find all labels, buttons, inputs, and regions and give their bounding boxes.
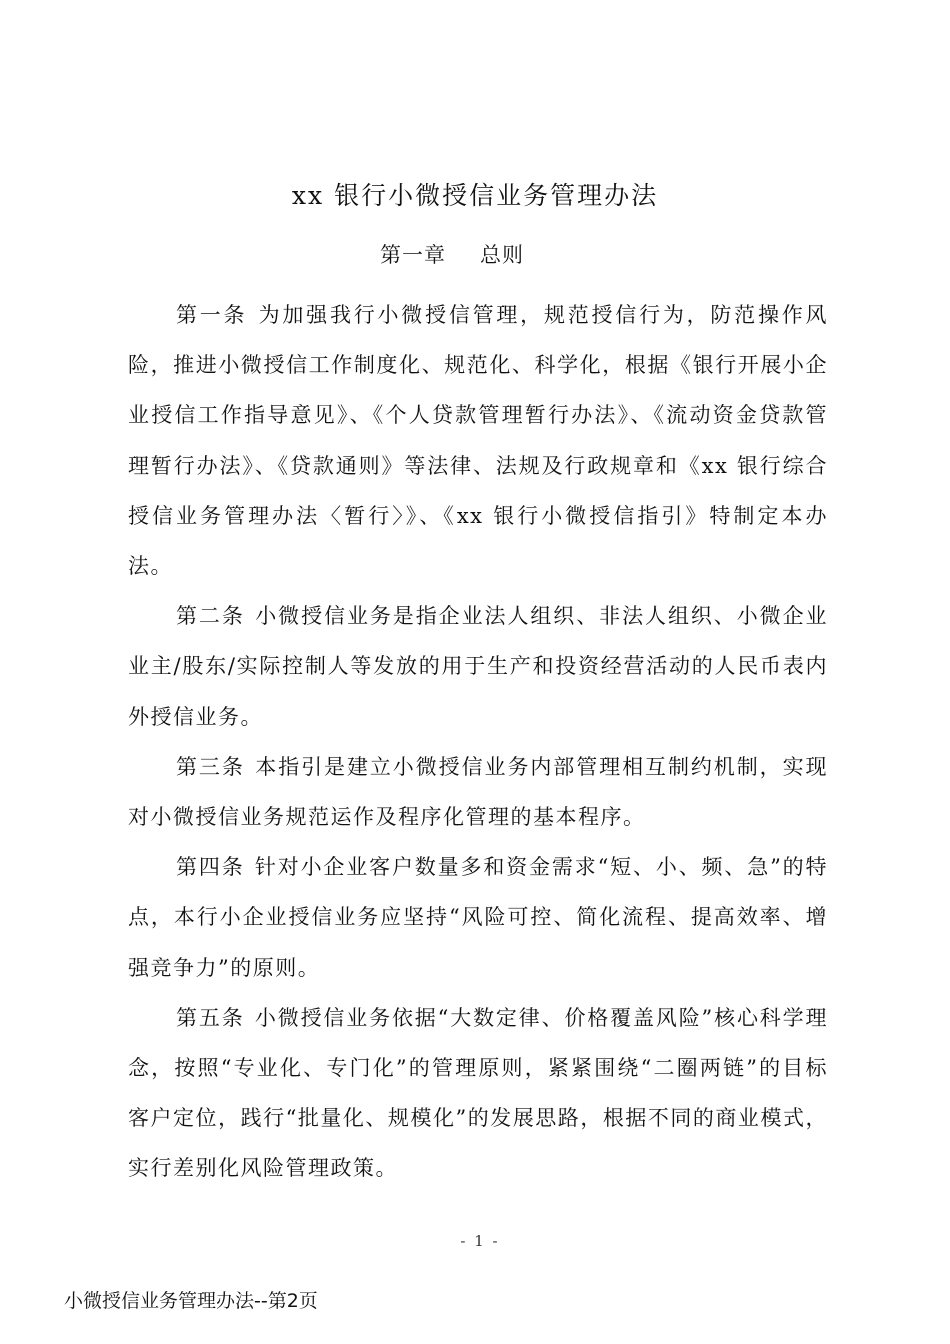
article-text: 本指引是建立小微授信业务内部管理相互制约机制，实现对小微授信业务规范运作及程序化管理的基本程序。 bbox=[128, 754, 829, 830]
article-2 bbox=[128, 591, 828, 742]
article-text: 针对小企业客户数量多和资金需求“短、小、频、急”的特点，本行小企业授信业务应坚持“风险可控、简化流程、提高效率、增强竞争力”的原则。 bbox=[128, 855, 828, 980]
article-text: 为加强我行小微授信管理，规范授信行为，防范操作风险，推进小微授信工作制度化、规范化、科学化，根据《银行开展小企业授信工作指导意见》、《个人贷款管理暂行办法》、《流动资金贷款管理暂行办法》、《贷款通则》等法律、法规及行政规章和《xx 银行综合授信业务管理办法〈暂行〉》、《xx 银行小微授信指引》特制定本办法。 bbox=[128, 303, 829, 579]
article-text: 小微授信业务依据“大数定律、价格覆盖风险”核心科学理念，按照“专业化、专门化”的管理原则，紧紧围绕“二圈两链”的目标客户定位，践行“批量化、规模化”的发展思路，根据不同的商业模式，实行差别化风险管理政策。 bbox=[128, 1005, 828, 1181]
article-4 bbox=[128, 842, 828, 993]
article-label: 第四条 bbox=[176, 855, 245, 880]
chapter-number: 第一章 bbox=[380, 243, 446, 267]
chapter-heading bbox=[0, 238, 904, 272]
chapter-name: 总则 bbox=[480, 243, 524, 267]
document-title: xx 银行小微授信业务管理办法 bbox=[291, 181, 659, 210]
article-5 bbox=[128, 993, 828, 1194]
document-body bbox=[128, 290, 828, 1194]
page-number: - 1 - bbox=[460, 1232, 500, 1250]
article-1 bbox=[128, 290, 828, 591]
article-3 bbox=[128, 742, 828, 842]
article-label: 第二条 bbox=[176, 604, 245, 629]
article-label: 第一条 bbox=[176, 303, 248, 327]
footer-note: 小微授信业务管理办法--第2页 bbox=[64, 1290, 318, 1312]
article-label: 第五条 bbox=[176, 1005, 245, 1030]
article-text: 小微授信业务是指企业法人组织、非法人组织、小微企业业主/股东/实际控制人等发放的用于生产和投资经营活动的人民币表内外授信业务。 bbox=[128, 604, 829, 729]
article-label: 第三条 bbox=[176, 754, 245, 779]
